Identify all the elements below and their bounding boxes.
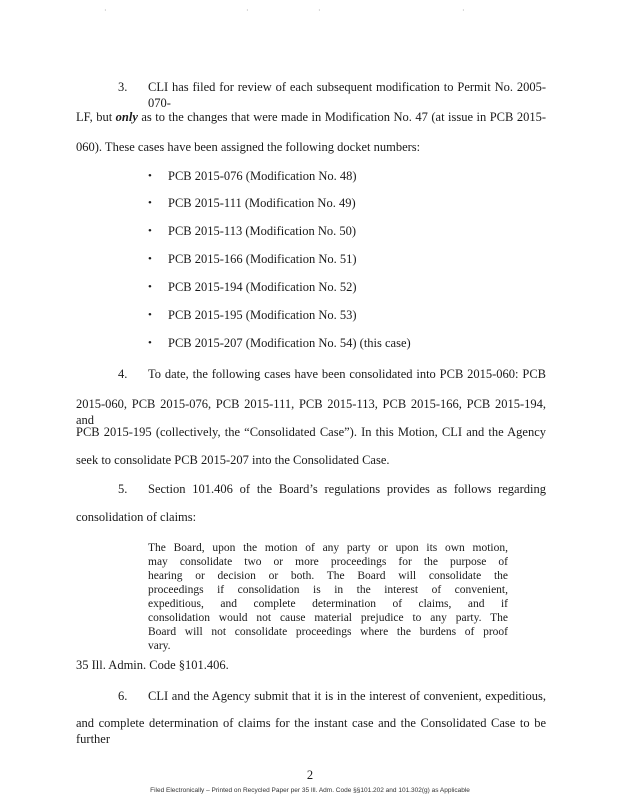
paragraph-4-line-4: seek to consolidate PCB 2015-207 into the Consolidated Case. xyxy=(76,453,390,467)
scan-artifact: · xyxy=(104,6,107,15)
paragraph-6-line-2: and complete determination of claims for the instant case and the Consolidated Case to be further xyxy=(76,716,546,746)
paragraph-6-number: 6. xyxy=(118,689,128,703)
bullet-icon: • xyxy=(148,337,152,349)
list-item: PCB 2015-111 (Modification No. 49) xyxy=(168,196,356,210)
footer-notice: Filed Electronically – Printed on Recycled Paper per 35 Ill. Adm. Code §§101.202 and 101.302(g) as Applicable xyxy=(150,787,470,794)
list-item: PCB 2015-113 (Modification No. 50) xyxy=(168,224,357,238)
list-item: PCB 2015-166 (Modification No. 51) xyxy=(168,252,357,266)
quote-line: expeditious, and complete determination of claims, and if xyxy=(148,598,508,610)
citation: 35 Ill. Admin. Code §101.406. xyxy=(76,658,229,672)
emphasis-only: only xyxy=(115,110,138,124)
bullet-icon: • xyxy=(148,253,152,265)
paragraph-5-line-2: consolidation of claims: xyxy=(76,510,197,524)
quote-line: hearing or decision or both. The Board will consolidate the xyxy=(148,570,508,582)
paragraph-5-number: 5. xyxy=(118,482,128,496)
bullet-icon: • xyxy=(148,281,152,293)
paragraph-3-number: 3. xyxy=(118,80,128,94)
bullet-icon: • xyxy=(148,225,152,237)
paragraph-4-number: 4. xyxy=(118,367,128,381)
quote-line: Board will not consolidate proceedings where the burdens of proof xyxy=(148,626,508,638)
scan-artifact: · xyxy=(246,6,249,15)
quote-line: proceedings if consolidation is in the interest of convenient, xyxy=(148,584,508,596)
paragraph-6-line-1: CLI and the Agency submit that it is in the interest of convenient, expeditious, xyxy=(148,689,546,703)
paragraph-5-line-1: Section 101.406 of the Board’s regulations provides as follows regarding xyxy=(148,482,546,496)
quote-line: vary. xyxy=(148,640,171,652)
list-item: PCB 2015-195 (Modification No. 53) xyxy=(168,308,357,322)
paragraph-4-line-3: PCB 2015-195 (collectively, the “Consolidated Case”). In this Motion, CLI and the Agency xyxy=(76,425,546,439)
quote-line: The Board, upon the motion of any party or upon its own motion, xyxy=(148,542,508,554)
bullet-icon: • xyxy=(148,309,152,321)
scan-artifact: · xyxy=(318,6,321,15)
paragraph-3-line-3: 060). These cases have been assigned the following docket numbers: xyxy=(76,140,421,154)
bullet-icon: • xyxy=(148,170,152,182)
scan-artifact: · xyxy=(462,6,465,15)
quote-line: consolidation would not cause material prejudice to any party. The xyxy=(148,612,508,624)
paragraph-3-line-2: LF, but only as to the changes that were made in Modification No. 47 (at issue in PCB 2015- xyxy=(76,110,546,124)
bullet-icon: • xyxy=(148,197,152,209)
paragraph-3-line-1: CLI has filed for review of each subsequent modification to Permit No. 2005-070- xyxy=(148,80,546,110)
page-number: 2 xyxy=(306,768,314,782)
list-item: PCB 2015-207 (Modification No. 54) (this case) xyxy=(168,336,411,350)
list-item: PCB 2015-076 (Modification No. 48) xyxy=(168,169,357,183)
list-item: PCB 2015-194 (Modification No. 52) xyxy=(168,280,357,294)
quote-line: may consolidate two or more proceedings for the purpose of xyxy=(148,556,508,568)
paragraph-4-line-2: 2015-060, PCB 2015-076, PCB 2015-111, PCB 2015-113, PCB 2015-166, PCB 2015-194, and xyxy=(76,397,546,427)
paragraph-4-line-1: To date, the following cases have been consolidated into PCB 2015-060: PCB xyxy=(148,367,546,381)
